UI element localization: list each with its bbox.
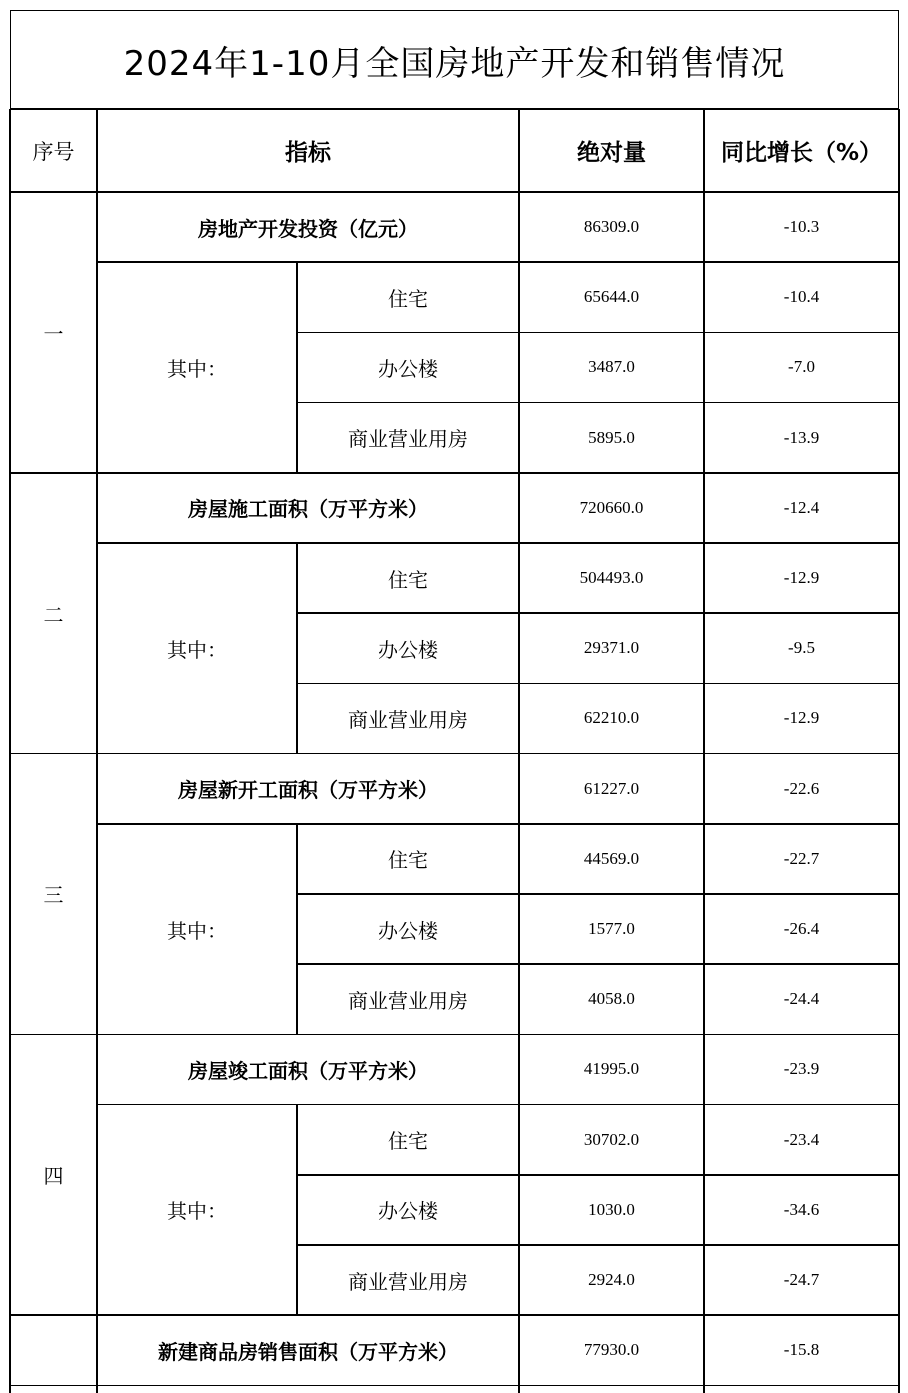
sub-indicator-label: 办公楼 [378,918,438,943]
yoy-value: -12.9 [783,568,820,588]
yoy-value: -24.7 [783,1270,820,1290]
absolute-value: 29371.0 [583,638,640,658]
section-number: 四 [43,1164,64,1189]
sub-indicator-label: 商业营业用房 [348,427,468,452]
absolute-value: 77930.0 [583,1340,640,1360]
sub-category-label: 其中： [167,637,227,662]
indicator-label: 房屋新开工面积（万平方米） [178,778,438,803]
sub-indicator-label: 办公楼 [378,637,438,662]
indicator-label: 新建商品房销售面积（万平方米） [158,1339,458,1364]
header-yoy: 同比增长（%） [720,140,883,166]
sub-indicator-label: 办公楼 [378,356,438,381]
header-seq: 序号 [32,139,75,164]
yoy-value: -12.4 [783,497,820,517]
indicator-label: 房屋施工面积（万平方米） [188,497,428,522]
table-rule [10,1385,899,1387]
yoy-value: -13.9 [783,427,820,447]
sub-category-label: 其中： [167,356,227,381]
absolute-value: 720660.0 [579,497,644,517]
yoy-value: -7.0 [788,357,815,377]
absolute-value: 4058.0 [588,989,635,1009]
yoy-value: -10.3 [783,217,820,237]
absolute-value: 504493.0 [579,568,644,588]
yoy-value: -9.5 [788,638,815,658]
absolute-value: 1030.0 [588,1199,635,1219]
sub-category-label: 其中： [167,1199,227,1224]
absolute-value: 62210.0 [583,708,640,728]
yoy-value: -15.8 [783,1340,820,1360]
sub-indicator-label: 住宅 [388,567,428,592]
sub-indicator-label: 住宅 [388,1129,428,1154]
absolute-value: 44569.0 [583,848,640,868]
yoy-value: -10.4 [783,287,820,307]
yoy-value: -22.7 [783,848,820,868]
statistics-table [10,109,899,1393]
header-absolute: 绝对量 [577,140,646,166]
yoy-value: -26.4 [783,919,820,939]
page-title: 2024年1-10月全国房地产开发和销售情况 [10,10,899,109]
indicator-label: 房屋竣工面积（万平方米） [188,1058,428,1083]
absolute-value: 1577.0 [588,919,635,939]
yoy-value: -22.6 [783,778,820,798]
section-number: 一 [43,321,64,346]
absolute-value: 30702.0 [583,1129,640,1149]
yoy-value: -23.4 [783,1129,820,1149]
absolute-value: 65644.0 [583,287,640,307]
absolute-value: 5895.0 [588,427,635,447]
indicator-label: 房地产开发投资（亿元） [198,216,418,241]
sub-indicator-label: 商业营业用房 [348,988,468,1013]
header-indicator: 指标 [285,140,331,166]
sub-indicator-label: 商业营业用房 [348,1269,468,1294]
section-number: 三 [43,883,64,908]
sub-indicator-label: 商业营业用房 [348,707,468,732]
sub-category-label: 其中： [167,918,227,943]
sub-indicator-label: 住宅 [388,286,428,311]
absolute-value: 86309.0 [583,217,640,237]
absolute-value: 3487.0 [588,357,635,377]
absolute-value: 2924.0 [588,1270,635,1290]
sub-indicator-label: 住宅 [388,848,428,873]
section-number: 二 [43,602,64,627]
yoy-value: -23.9 [783,1059,820,1079]
sub-indicator-label: 办公楼 [378,1199,438,1224]
yoy-value: -12.9 [783,708,820,728]
absolute-value: 61227.0 [583,778,640,798]
yoy-value: -24.4 [783,989,820,1009]
table-rule [10,108,899,110]
yoy-value: -34.6 [783,1199,820,1219]
absolute-value: 41995.0 [583,1059,640,1079]
